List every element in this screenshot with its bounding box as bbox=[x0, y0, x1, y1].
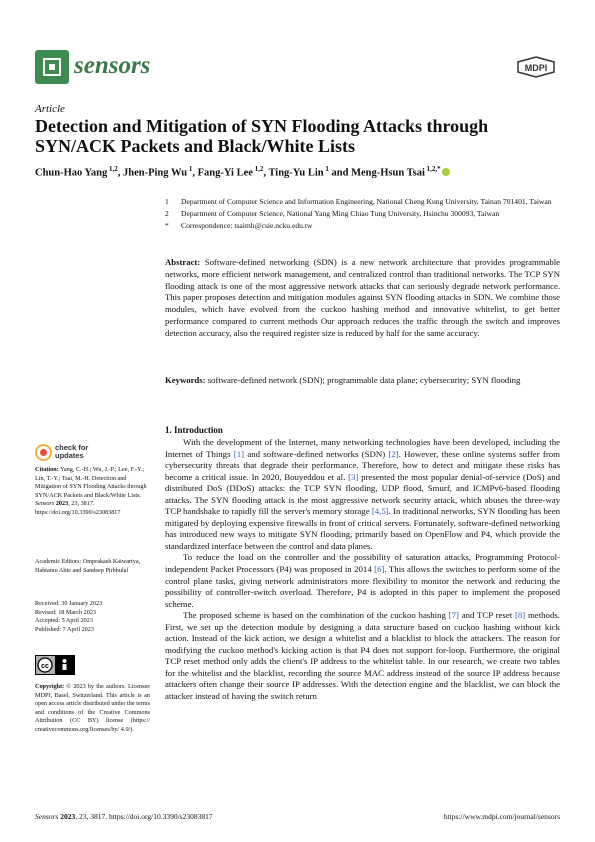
citation-link[interactable]: [8] bbox=[514, 610, 526, 621]
citation-link[interactable]: [4,5] bbox=[371, 506, 389, 517]
author-affiliation-mark: 1,2 bbox=[252, 165, 264, 173]
author-name: Fang-Yi Lee bbox=[197, 167, 253, 179]
paragraph-2 bbox=[165, 552, 560, 610]
citation-link[interactable]: [2] bbox=[388, 448, 399, 459]
author-name: Jhen-Ping Wu bbox=[123, 167, 188, 179]
affiliation-mark: 2 bbox=[165, 209, 169, 218]
keywords-label: Keywords: bbox=[165, 375, 206, 385]
mdpi-logo-text: MDPI bbox=[524, 63, 548, 73]
paragraph-text: methods. First, we set up the detection module by designing a data structure based on cuckoo hashing without kick action. Instead of the kick action, we design a whitelist and a blacklist to block the attackers. The reason for modifying the cuckoo method's kicking action is that P4 does not support for-loop. Furthermore, the original TCP reset method only adds the client's IP address to the whitelist table. In our research, we create two tables for the whitelist and the blacklist, recording the source MAC address instead of the source IP address because attackers often change their source IP addresses. With the detection engine and the blacklist, we can block the attacker instead of having the switch return bbox=[165, 610, 560, 702]
author-separator: , bbox=[263, 167, 269, 179]
orcid-icon[interactable] bbox=[442, 168, 450, 176]
citation-block bbox=[35, 466, 150, 518]
copyright-notice bbox=[35, 683, 150, 735]
footer-citation bbox=[35, 812, 213, 821]
publication-date: Published: 7 April 2023 bbox=[35, 625, 94, 633]
academic-editors bbox=[35, 558, 150, 575]
publication-date: Accepted: 5 April 2023 bbox=[35, 617, 93, 625]
affiliation-mark: 1 bbox=[165, 197, 169, 206]
affiliation-item bbox=[165, 221, 560, 231]
abstract-text: Software-defined networking (SDN) is a new network architecture that provides programmable networks, more efficient network management, and centralized control than traditional networks. The TCP SYN flooding attack is one of the most aggressive network attacks that can seriously degrade network performance. This paper proposes detection and mitigation modules against SYN flooding attacks in SDN. We combine those modules, which have evolved from the cuckoo hashing method and innovative whitelist, to get better performance compared to current methods Our approach reduces the traffic through the switch and improves detection accuracy, also the required register size is reduced by half for the same accuracy. bbox=[165, 257, 561, 338]
paragraph-text: and TCP reset bbox=[458, 610, 515, 621]
keywords-text: software-defined network (SDN); programmable data plane; cybersecurity; SYN flooding bbox=[207, 375, 521, 385]
affiliations bbox=[165, 197, 560, 233]
author-name: Chun-Hao Yang bbox=[35, 167, 108, 179]
article-type: Article bbox=[35, 103, 65, 115]
affiliation-item bbox=[165, 209, 560, 219]
author-name: Ting-Yu Lin bbox=[268, 167, 324, 179]
author-list bbox=[35, 165, 560, 179]
citation-label: Citation: bbox=[35, 466, 59, 473]
publication-dates bbox=[35, 600, 150, 634]
affiliation-text: Correspondence: tsaimh@csie.ncku.edu.tw bbox=[181, 221, 313, 230]
citation-link[interactable]: [6] bbox=[374, 564, 385, 575]
abstract bbox=[165, 257, 560, 340]
paragraph-text: . In traditional networks, SYN flooding has been mitigated by deploying expensive firewalls in front of critical servers. Fortunately, software-defined networking has introduced new ways to mitigate SYN flooding, primarily based on OpenFlow and P4, which provide the standardized interface between the control and data planes. bbox=[165, 506, 561, 551]
author-name: Meng-Hsun Tsai bbox=[351, 167, 425, 179]
affiliation-text: Department of Computer Science, National Yang Ming Chiao Tung University, Hsinchu 300093, Taiwan bbox=[181, 209, 500, 218]
copyright-text: © 2023 by the authors. Licensee MDPI, Basel, Switzerland. This article is an open access article distributed under the terms and conditions of the Creative Commons Attribution (CC BY) license (https:// creativecommons.org/licenses/by/ 4.0/). bbox=[35, 683, 150, 733]
cc-by-icon bbox=[35, 655, 75, 675]
paragraph-text: . This allows the switches to perform some of the control plane tasks, giving network administrators more flexibility to monitor the network and reducing the possibility of controller-switch overload. Therefore, P4 is adopted in this paper to implement the proposed scheme. bbox=[165, 564, 560, 609]
citation-doi: , 23, 3817. https://doi.org/10.3390/s23083817 bbox=[35, 500, 121, 516]
mdpi-logo-icon bbox=[516, 56, 556, 78]
paragraph-text: and software-defined networks (SDN) bbox=[244, 448, 389, 459]
journal-logo-icon bbox=[35, 50, 69, 84]
author-separator: and bbox=[328, 167, 352, 179]
citation-link[interactable]: [1] bbox=[233, 448, 245, 459]
author-separator: , bbox=[117, 167, 124, 179]
paragraph-text: To reduce the load on the controller and the possibility of saturation attacks, Programming Protocol-independent Packet Processors (P4) was proposed in 2014 bbox=[165, 552, 560, 575]
section-heading: 1. Introduction bbox=[165, 425, 223, 435]
footer-url[interactable]: https://www.mdpi.com/journal/sensors bbox=[443, 812, 560, 821]
abstract-label: Abstract: bbox=[165, 257, 201, 267]
affiliation-text: Department of Computer Science and Information Engineering, National Cheng Kung University, Tainan 701401, Taiwan bbox=[181, 197, 552, 206]
citation-journal: Sensors bbox=[35, 500, 55, 508]
check-for-updates-button[interactable] bbox=[35, 444, 145, 464]
paragraph-text: With the development of the Internet, many networking technologies have been developed, including the Internet of Things bbox=[165, 437, 560, 459]
affiliation-item bbox=[165, 197, 560, 207]
citation-link[interactable]: [3] bbox=[348, 471, 359, 482]
footer-journal: Sensors bbox=[35, 812, 59, 821]
check-updates-icon bbox=[35, 444, 52, 461]
mdpi-logo bbox=[516, 56, 556, 78]
footer-year: 2023 bbox=[60, 812, 76, 821]
body-text bbox=[165, 437, 560, 703]
citation-text: Yang, C.-H.; Wu, J.-P.; Lee, F.-Y.; Lin, T.-Y.; Tsai, M.-H. Detection and Mitigation of SYN Flooding Attacks through SYN/ACK Packets and Black/White Lists. bbox=[35, 466, 147, 499]
citation-year: 2023 bbox=[55, 500, 69, 508]
author-separator: , bbox=[192, 167, 198, 179]
journal-name: sensors bbox=[74, 52, 151, 79]
paragraph-3 bbox=[165, 610, 560, 702]
author-affiliation-mark: 1 bbox=[187, 165, 193, 173]
citation-link[interactable]: [7] bbox=[448, 610, 459, 621]
author-affiliation-mark: 1 bbox=[323, 165, 329, 173]
affiliation-mark: * bbox=[165, 221, 169, 230]
publication-date: Revised: 18 March 2023 bbox=[35, 608, 97, 616]
publication-date: Received: 30 January 2023 bbox=[35, 600, 103, 607]
author-affiliation-mark: 1,2,* bbox=[424, 165, 441, 173]
footer-doi[interactable]: , 23, 3817. https://doi.org/10.3390/s23083817 bbox=[75, 812, 213, 821]
paragraph-text: The proposed scheme is based on the combination of the cuckoo hashing bbox=[183, 610, 449, 621]
paragraph-1 bbox=[165, 437, 560, 552]
author-affiliation-mark: 1,2 bbox=[107, 165, 118, 173]
paragraph-text: . However, these online systems suffer from cybersecurity threats that degrade their performance. Therefore, how to detect and mitigate these risks has become a critical issue. In 2020, Bouyeddou et al. bbox=[165, 448, 560, 482]
copyright-label: Copyright: bbox=[35, 683, 65, 690]
svg-text:cc: cc bbox=[41, 663, 49, 670]
page-title: Detection and Mitigation of SYN Flooding Attacks through SYN/ACK Packets and Black/White Lists bbox=[35, 116, 489, 156]
academic-editors-text: Academic Editors: Omprakash Kaiwartya, Habtamu Abie and Sandeep Pirbhulal bbox=[35, 558, 141, 574]
cc-license-badge[interactable] bbox=[35, 655, 75, 675]
check-updates-line1: check for bbox=[55, 443, 89, 452]
keywords bbox=[165, 375, 560, 387]
check-updates-line2: updates bbox=[55, 451, 84, 460]
paragraph-text: presented the most popular denial-of-service (DoS) and distributed DoS (DDoS) attacks: the TCP SYN flooding, UDP flood, Smurf, and ICMPv6-based flooding attacks. The SYN flooding attack is the most aggressive network security attack, which abuses the three-way TCP handshake to rapidly fill the server's memory storage bbox=[165, 471, 561, 517]
